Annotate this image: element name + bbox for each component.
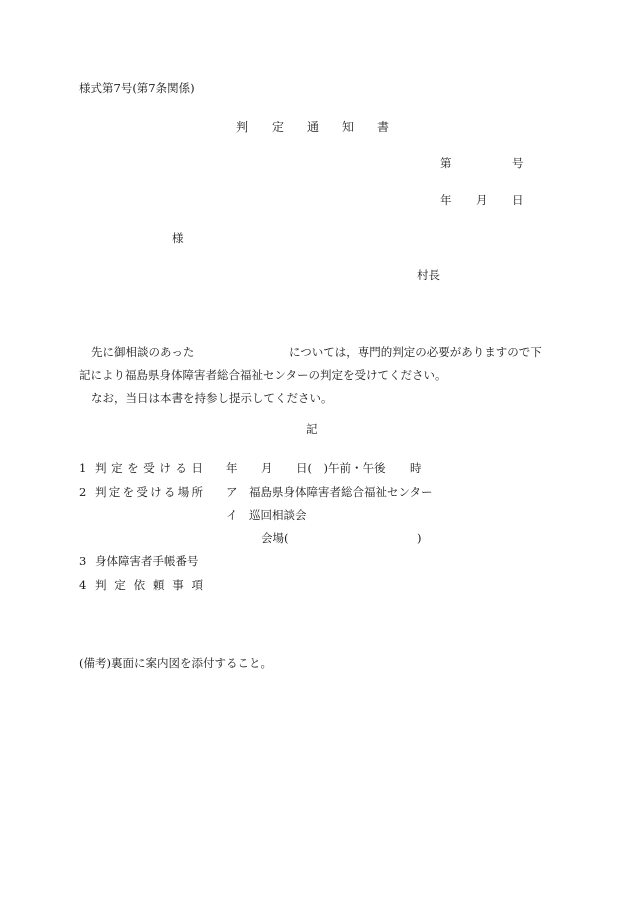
body-line-2: 記により福島県身体障害者総合福祉センターの判定を受けてください。: [79, 368, 447, 382]
item1-label: 判定を受ける日: [95, 461, 203, 475]
item1-number: 1: [79, 461, 87, 475]
title-char-2: 定: [272, 120, 285, 134]
item1-day-ampm: 日( )午前・午後: [296, 461, 386, 475]
form-label: 様式第7号(第7条関係): [79, 81, 195, 95]
item2-option-a: ア 福島県身体障害者総合福祉センター: [226, 485, 433, 499]
date-year: 年: [440, 193, 452, 207]
title-char-1: 判: [236, 120, 249, 134]
title-char-4: 知: [342, 120, 355, 134]
item2-option-i: イ 巡回相談会: [226, 508, 307, 522]
date-month: 月: [476, 193, 488, 207]
item3-label: 身体障害者手帳番号: [95, 554, 199, 568]
body-line-1b: については，専門的判定の必要がありますので下: [289, 345, 542, 359]
body-line-1a: 先に御相談のあった: [91, 345, 195, 359]
item2-label: 判定を受ける場所: [95, 485, 203, 499]
item2-venue-close: ): [417, 531, 422, 545]
item1-month: 月: [261, 461, 273, 475]
date-day: 日: [512, 193, 524, 207]
item3-number: 3: [79, 554, 87, 568]
sender-title: 村長: [417, 268, 440, 282]
item1-year: 年: [226, 461, 238, 475]
body-line-3: なお，当日は本書を持参し提示してください。: [91, 391, 333, 405]
item2-venue-label: 会場(: [261, 531, 289, 545]
title-char-3: 通: [307, 120, 320, 134]
item1-hour: 時: [410, 461, 422, 475]
item4-number: 4: [79, 578, 87, 592]
addressee-suffix: 様: [172, 231, 184, 245]
item2-number: 2: [79, 485, 87, 499]
number-prefix: 第: [440, 156, 452, 170]
remarks: (備考)裏面に案内図を添付すること。: [79, 656, 272, 670]
number-suffix: 号: [512, 156, 524, 170]
ki-heading: 記: [306, 422, 318, 436]
title-char-5: 書: [377, 120, 390, 134]
item4-label: 判定依頼事項: [95, 578, 203, 592]
